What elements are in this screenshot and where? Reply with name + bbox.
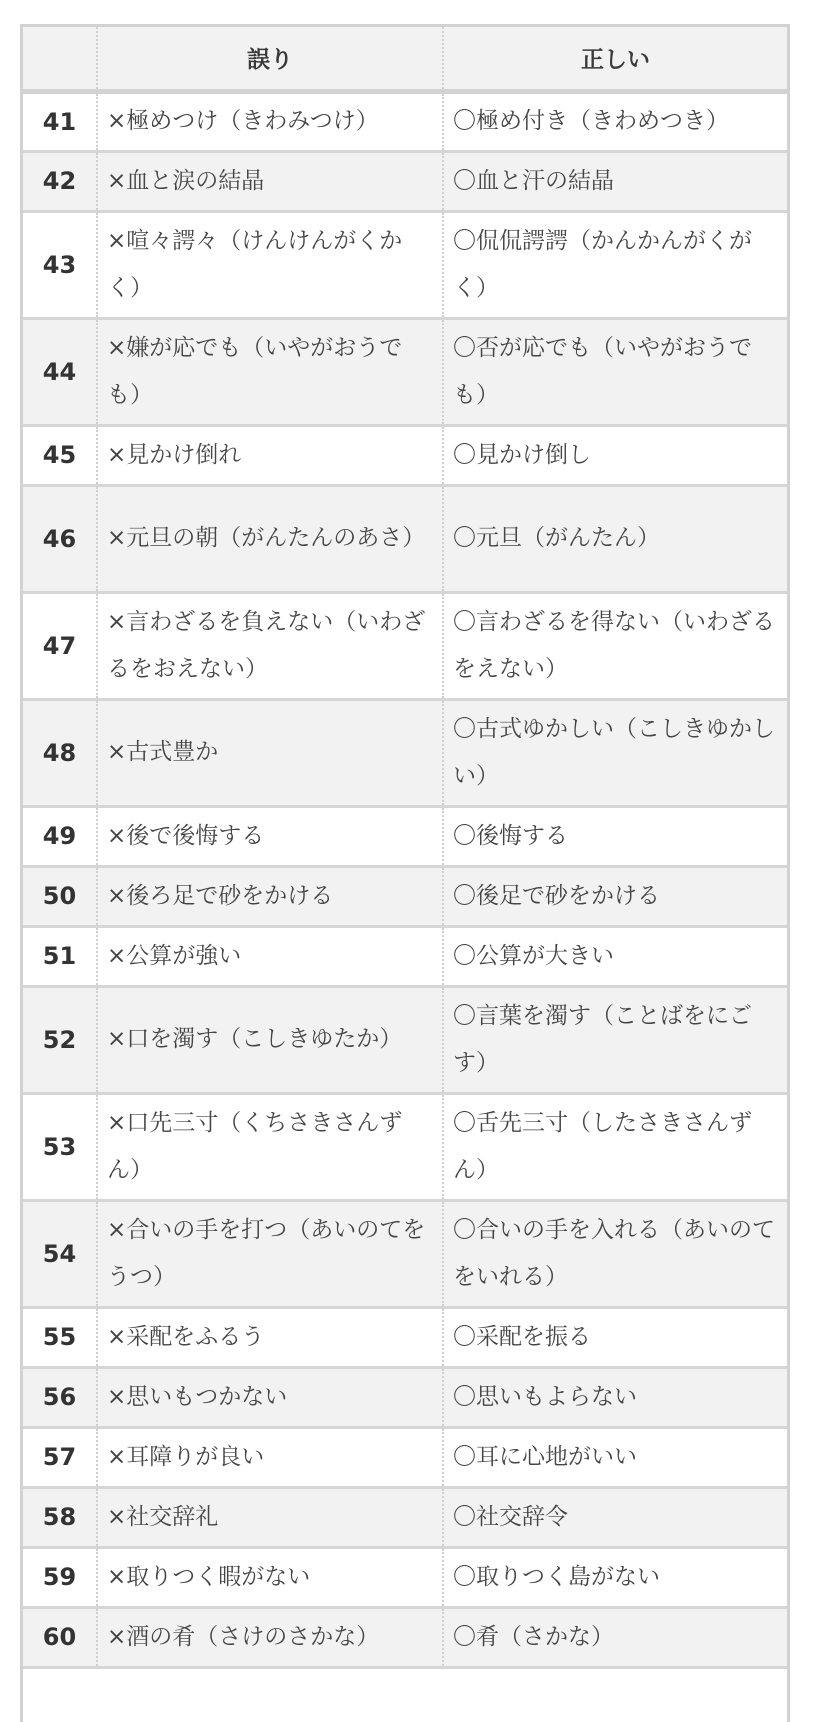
- wrong-expression: ×合いの手を打つ（あいのてをうつ）: [97, 1200, 443, 1307]
- table-row: [23, 1200, 787, 1307]
- table-row: [23, 485, 787, 592]
- table-row: [23, 926, 787, 986]
- wrong-expression: ×見かけ倒れ: [97, 425, 443, 485]
- row-number: 42: [23, 151, 97, 211]
- table-row: [23, 1607, 787, 1667]
- table-row: [23, 866, 787, 926]
- table-row: [23, 1093, 787, 1200]
- table-row: [23, 211, 787, 318]
- wrong-expression: ×後で後悔する: [97, 806, 443, 866]
- table-row: [23, 318, 787, 425]
- table-row: [23, 986, 787, 1093]
- wrong-expression: ×言わざるを負えない（いわざるをおえない）: [97, 592, 443, 699]
- correct-expression: 〇合いの手を入れる（あいのてをいれる）: [443, 1200, 787, 1307]
- correction-table: [23, 27, 787, 1669]
- wrong-expression: ×社交辞礼: [97, 1487, 443, 1547]
- wrong-expression: ×元旦の朝（がんたんのあさ）: [97, 485, 443, 592]
- wrong-expression: ×思いもつかない: [97, 1367, 443, 1427]
- wrong-expression: ×采配をふるう: [97, 1307, 443, 1367]
- correct-expression: 〇後足で砂をかける: [443, 866, 787, 926]
- row-number: 52: [23, 986, 97, 1093]
- wrong-expression: ×口を濁す（こしきゆたか）: [97, 986, 443, 1093]
- row-number: 46: [23, 485, 97, 592]
- header-correct: 正しい: [443, 27, 787, 91]
- row-number: 59: [23, 1547, 97, 1607]
- row-number: 41: [23, 91, 97, 151]
- correct-expression: 〇血と汗の結晶: [443, 151, 787, 211]
- wrong-expression: ×極めつけ（きわみつけ）: [97, 91, 443, 151]
- row-number: 48: [23, 699, 97, 806]
- table-row: [23, 425, 787, 485]
- correct-expression: 〇極め付き（きわめつき）: [443, 91, 787, 151]
- correct-expression: 〇舌先三寸（したさきさんずん）: [443, 1093, 787, 1200]
- correction-table-container: [20, 24, 790, 1722]
- correct-expression: 〇耳に心地がいい: [443, 1427, 787, 1487]
- wrong-expression: ×喧々諤々（けんけんがくかく）: [97, 211, 443, 318]
- table-row: [23, 1427, 787, 1487]
- correct-expression: 〇公算が大きい: [443, 926, 787, 986]
- correct-expression: 〇言葉を濁す（ことばをにごす）: [443, 986, 787, 1093]
- row-number: 53: [23, 1093, 97, 1200]
- correct-expression: 〇否が応でも（いやがおうでも）: [443, 318, 787, 425]
- correct-expression: 〇古式ゆかしい（こしきゆかしい）: [443, 699, 787, 806]
- row-number: 51: [23, 926, 97, 986]
- table-row: [23, 699, 787, 806]
- wrong-expression: ×酒の肴（さけのさかな）: [97, 1607, 443, 1667]
- row-number: 43: [23, 211, 97, 318]
- row-number: 57: [23, 1427, 97, 1487]
- table-row: [23, 1307, 787, 1367]
- correct-expression: 〇元旦（がんたん）: [443, 485, 787, 592]
- table-row: [23, 1367, 787, 1427]
- table-row: [23, 806, 787, 866]
- correct-expression: 〇言わざるを得ない（いわざるをえない）: [443, 592, 787, 699]
- row-number: 44: [23, 318, 97, 425]
- wrong-expression: ×耳障りが良い: [97, 1427, 443, 1487]
- wrong-expression: ×後ろ足で砂をかける: [97, 866, 443, 926]
- row-number: 47: [23, 592, 97, 699]
- table-row: [23, 91, 787, 151]
- row-number: 55: [23, 1307, 97, 1367]
- table-row: [23, 592, 787, 699]
- row-number: 58: [23, 1487, 97, 1547]
- correct-expression: 〇見かけ倒し: [443, 425, 787, 485]
- correct-expression: 〇思いもよらない: [443, 1367, 787, 1427]
- table-row: [23, 1487, 787, 1547]
- wrong-expression: ×公算が強い: [97, 926, 443, 986]
- wrong-expression: ×血と涙の結晶: [97, 151, 443, 211]
- wrong-expression: ×取りつく暇がない: [97, 1547, 443, 1607]
- row-number: 45: [23, 425, 97, 485]
- correct-expression: 〇采配を振る: [443, 1307, 787, 1367]
- correct-expression: 〇後悔する: [443, 806, 787, 866]
- correct-expression: 〇侃侃諤諤（かんかんがくがく）: [443, 211, 787, 318]
- wrong-expression: ×口先三寸（くちさきさんずん）: [97, 1093, 443, 1200]
- header-number: [23, 27, 97, 91]
- table-row: [23, 151, 787, 211]
- header-wrong: 誤り: [97, 27, 443, 91]
- row-number: 50: [23, 866, 97, 926]
- row-number: 56: [23, 1367, 97, 1427]
- row-number: 60: [23, 1607, 97, 1667]
- wrong-expression: ×古式豊か: [97, 699, 443, 806]
- row-number: 49: [23, 806, 97, 866]
- correct-expression: 〇社交辞令: [443, 1487, 787, 1547]
- wrong-expression: ×嫌が応でも（いやがおうでも）: [97, 318, 443, 425]
- table-row: [23, 1547, 787, 1607]
- table-header-row: [23, 27, 787, 91]
- row-number: 54: [23, 1200, 97, 1307]
- correct-expression: 〇肴（さかな）: [443, 1607, 787, 1667]
- correct-expression: 〇取りつく島がない: [443, 1547, 787, 1607]
